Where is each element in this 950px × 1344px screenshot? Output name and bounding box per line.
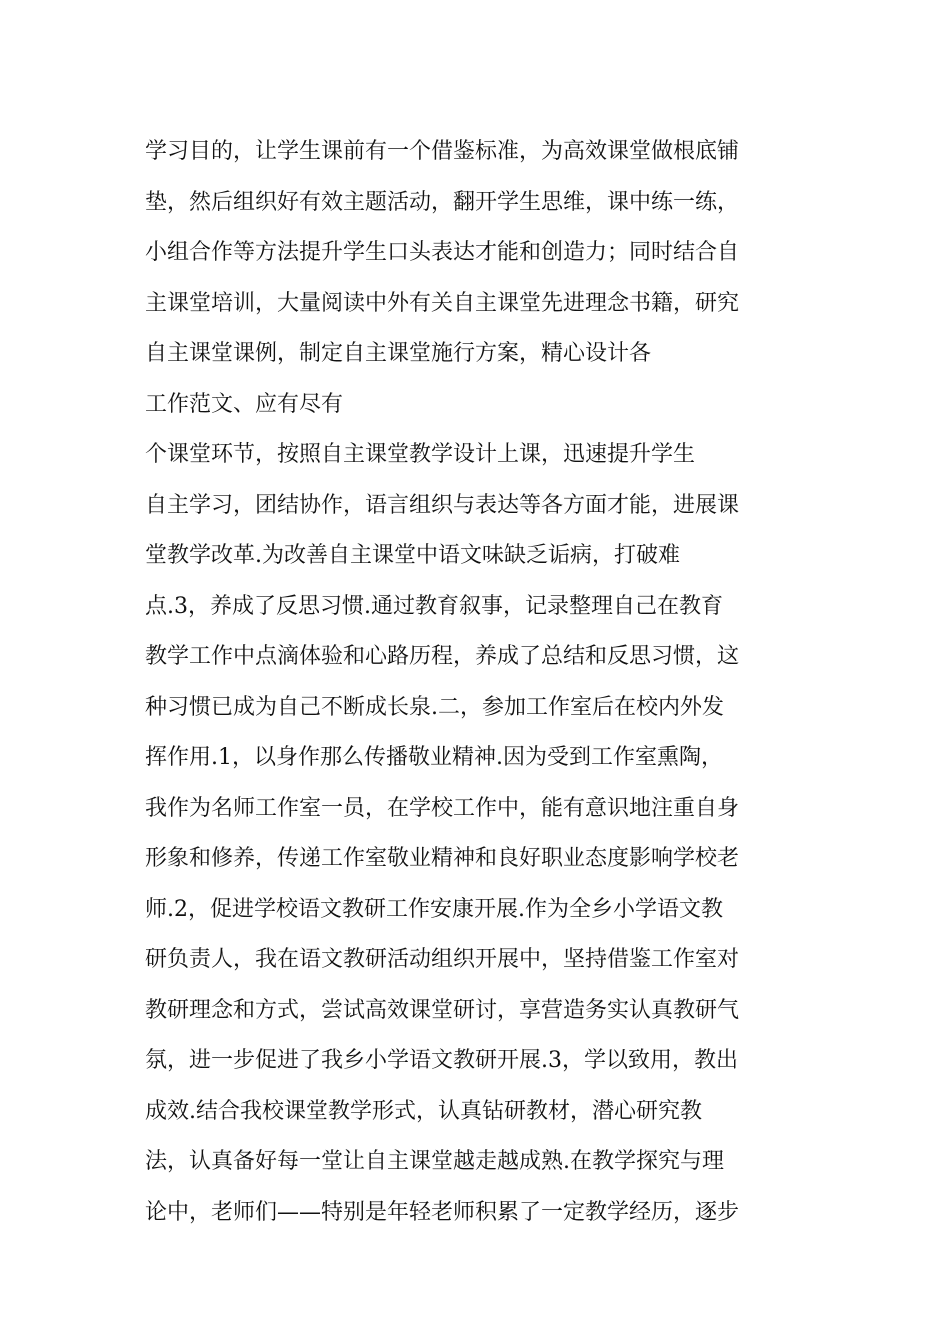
text-line: 主课堂培训，大量阅读中外有关自主课堂先进理念书籍，研究 <box>145 290 740 316</box>
text-line: 形象和修养，传递工作室敬业精神和良好职业态度影响学校老 <box>145 846 740 871</box>
text-line: 垫，然后组织好有效主题活动，翻开学生思维，课中练一练， <box>145 189 740 215</box>
text-line: 法，认真备好每一堂让自主课堂越走越成熟.在教学探究与理 <box>145 1149 724 1174</box>
text-line: 工作范文、应有尽有 <box>145 391 344 417</box>
text-line: 学习目的，让学生课前有一个借鉴标准，为高效课堂做根底铺 <box>145 139 740 164</box>
text-line: 教学工作中点滴体验和心路历程，养成了总结和反思习惯，这 <box>145 644 740 669</box>
text-line: 教研理念和方式，尝试高效课堂研讨，享营造务实认真教研气 <box>145 997 740 1023</box>
text-line: 个课堂环节，按照自主课堂教学设计上课，迅速提升学生 <box>145 442 696 467</box>
text-line: 论中，老师们——特别是年轻老师积累了一定教学经历，逐步 <box>145 1199 740 1225</box>
text-line: 小组合作等方法提升学生口头表达才能和创造力；同时结合自 <box>145 240 740 265</box>
text-line: 种习惯已成为自己不断成长泉.二，参加工作室后在校内外发 <box>145 694 724 720</box>
text-line: 研负责人，我在语文教研活动组织开展中，坚持借鉴工作室对 <box>145 947 740 972</box>
text-line: 挥作用.1，以身作那么传播敬业精神.因为受到工作室熏陶， <box>145 745 723 770</box>
text-line: 点.3，养成了反思习惯.通过教育叙事，记录整理自己在教育 <box>145 593 723 619</box>
text-line: 我作为名师工作室一员，在学校工作中，能有意识地注重自身 <box>145 795 740 821</box>
text-line: 师.2，促进学校语文教研工作安康开展.作为全乡小学语文教 <box>145 896 723 922</box>
text-line: 成效.结合我校课堂教学形式，认真钻研教材，潜心研究教 <box>145 1098 702 1124</box>
body-text <box>145 127 765 1238</box>
text-line: 堂教学改革.为改善自主课堂中语文味缺乏诟病，打破难 <box>145 543 680 568</box>
text-line: 自主课堂课例，制定自主课堂施行方案，精心设计各 <box>145 341 652 366</box>
text-line: 自主学习，团结协作，语言组织与表达等各方面才能，进展课 <box>145 492 740 518</box>
text-line: 氛，进一步促进了我乡小学语文教研开展.3，学以致用，教出 <box>145 1048 738 1073</box>
